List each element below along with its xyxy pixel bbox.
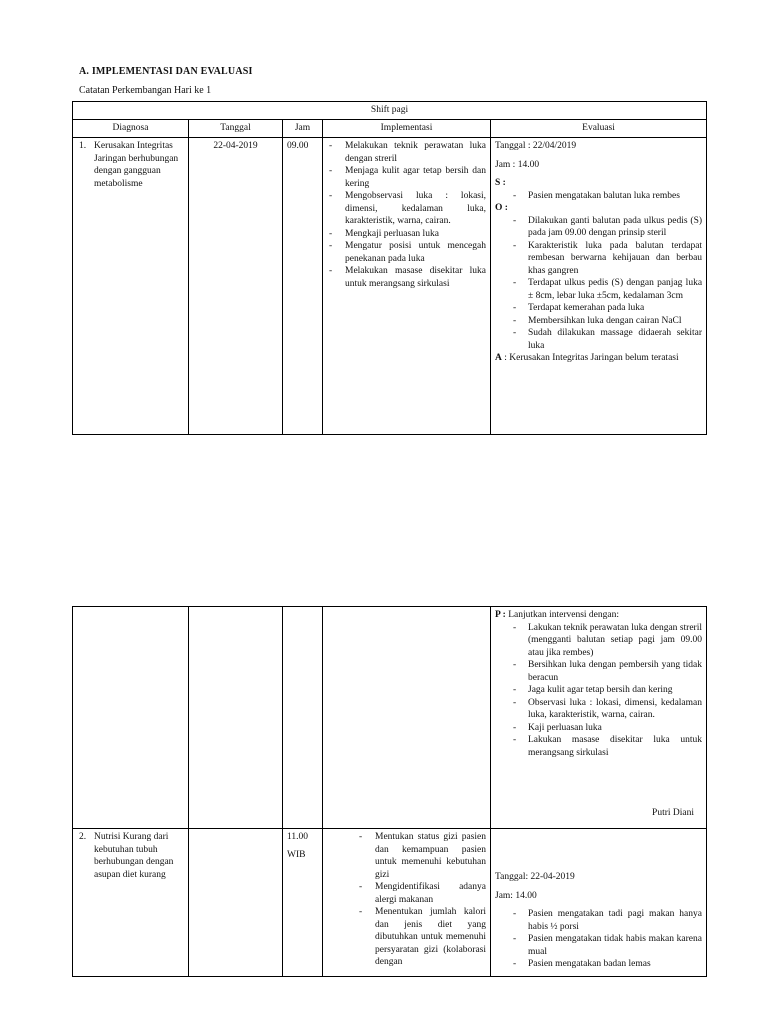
list-item: - Kaji perluasan luka (511, 722, 702, 735)
implementasi-cell (323, 138, 491, 435)
shift-header: Shift pagi (73, 102, 707, 120)
list-item: - Mengatur posisi untuk mencegah penekanan pada luka (327, 240, 486, 265)
implementation-table-continued (72, 606, 707, 977)
objective-label: O : (495, 203, 508, 213)
implementasi-cell (323, 607, 491, 829)
list-item: - Dilakukan ganti balutan pada ulkus pedis (S) pada jam 09.00 dengan prinsip steril (511, 215, 702, 240)
list-item: - Bersihkan luka dengan pembersih yang tidak beracun (511, 659, 702, 684)
list-item: - Melakukan masase disekitar luka untuk merangsang sirkulasi (327, 265, 486, 290)
implementation-table (72, 101, 707, 435)
list-item: - Terdapat ulkus pedis (S) dengan panjag luka ± 8cm, lebar luka ±5cm, kedalaman 3cm (511, 277, 702, 302)
tanggal-cell: 22-04-2019 (189, 138, 283, 435)
evaluasi-cell (491, 607, 707, 829)
list-item: - Mengidentifikasi adanya alergi makanan (357, 881, 486, 906)
eval-date: Tanggal: 22-04-2019 (495, 872, 575, 882)
table-row (73, 607, 707, 829)
list-item: - Pasien mengatakan balutan luka rembes (511, 190, 702, 203)
list-item: - Lakukan masase disekitar luka untuk merangsang sirkulasi (511, 734, 702, 759)
diagnosa-text: Nutrisi Kurang dari kebutuhan tubuh berhubungan dengan asupan diet kurang (94, 832, 174, 880)
list-item: - Mengkaji perluasan luka (327, 228, 486, 241)
eval-date: Tanggal : 22/04/2019 (495, 141, 577, 151)
list-item: - Menentukan jumlah kalori dan jenis diet yang dibutuhkan untuk memenuhi persyaratan gizi (kolaborasi dengan (357, 906, 486, 969)
table-row (73, 829, 707, 977)
list-item: - Terdapat kemerahan pada luka (511, 302, 702, 315)
evaluasi-cell (491, 138, 707, 435)
evaluasi-cell (491, 829, 707, 977)
table-row (73, 138, 707, 435)
list-item: - Karakteristik luka pada balutan terdapat rembesan berwarna kehijauan dan berbau khas gangren (511, 240, 702, 278)
jam-cell: 09.00 (283, 138, 323, 435)
plan-line (495, 609, 702, 622)
col-header-implementasi: Implementasi (323, 120, 491, 138)
list-item: - Lakukan teknik perawatan luka dengan streril (mengganti balutan setiap pagi jam 09.00 atau jika rembes) (511, 622, 702, 660)
diagnosa-cell (73, 829, 189, 977)
list-item: - Pasien mengatakan badan lemas (511, 958, 702, 971)
tanggal-cell (189, 829, 283, 977)
eval-time: Jam : 14.00 (495, 159, 540, 170)
col-header-evaluasi: Evaluasi (491, 120, 707, 138)
col-header-jam: Jam (283, 120, 323, 138)
list-item: - Mentukan status gizi pasien dan kemampuan pasien untuk memenuhi kebutuhan gizi (357, 831, 486, 881)
list-item: - Melakukan teknik perawatan luka dengan streril (327, 140, 486, 165)
diagnosa-number: 1. (79, 141, 87, 151)
eval-time: Jam: 14.00 (495, 890, 537, 901)
col-header-tanggal: Tanggal (189, 120, 283, 138)
section-subheading: Catatan Perkembangan Hari ke 1 (79, 85, 212, 96)
col-header-diagnosa: Diagnosa (73, 120, 189, 138)
jam-cell (283, 829, 323, 977)
list-item: - Membersihkan luka dengan cairan NaCl (511, 315, 702, 328)
diagnosa-number: 2. (79, 832, 87, 842)
list-item: - Menjaga kulit agar tetap bersih dan kering (327, 165, 486, 190)
assessment-line (495, 352, 702, 365)
list-item: - Pasien mengatakan tadi pagi makan hanya habis ½ porsi (511, 908, 702, 933)
tanggal-cell (189, 607, 283, 829)
diagnosa-cell (73, 138, 189, 435)
diagnosa-cell (73, 607, 189, 829)
diagnosa-text: Kerusakan Integritas Jaringan berhubungan dengan gangguan metabolisme (94, 141, 179, 189)
list-item: - Observasi luka : lokasi, dimensi, kedalaman luka, karakteristik, warna, cairan. (511, 697, 702, 722)
plan-text: Lanjutkan intervensi dengan: (508, 610, 620, 620)
list-item: - Mengobservasi luka : lokasi, dimensi, kedalaman luka, karakteristik, warna, cairan. (327, 190, 486, 228)
list-item: - Pasien mengatakan tidak habis makan karena mual (511, 933, 702, 958)
list-item: - Sudah dilakukan massage didaerah sekitar luka (511, 327, 702, 352)
implementasi-cell (323, 829, 491, 977)
plan-label: P : (495, 610, 506, 620)
signer-name: Putri Diani (652, 808, 694, 818)
section-heading: A. IMPLEMENTASI DAN EVALUASI (79, 66, 253, 77)
assessment-label: A (495, 353, 502, 363)
assessment-text: : Kerusakan Integritas Jaringan belum teratasi (504, 353, 679, 363)
jam-cell (283, 607, 323, 829)
jam-unit: WIB (287, 849, 306, 860)
list-item: - Jaga kulit agar tetap bersih dan kering (511, 684, 702, 697)
jam-time: 11.00 (287, 832, 309, 842)
subjective-label: S : (495, 178, 506, 188)
